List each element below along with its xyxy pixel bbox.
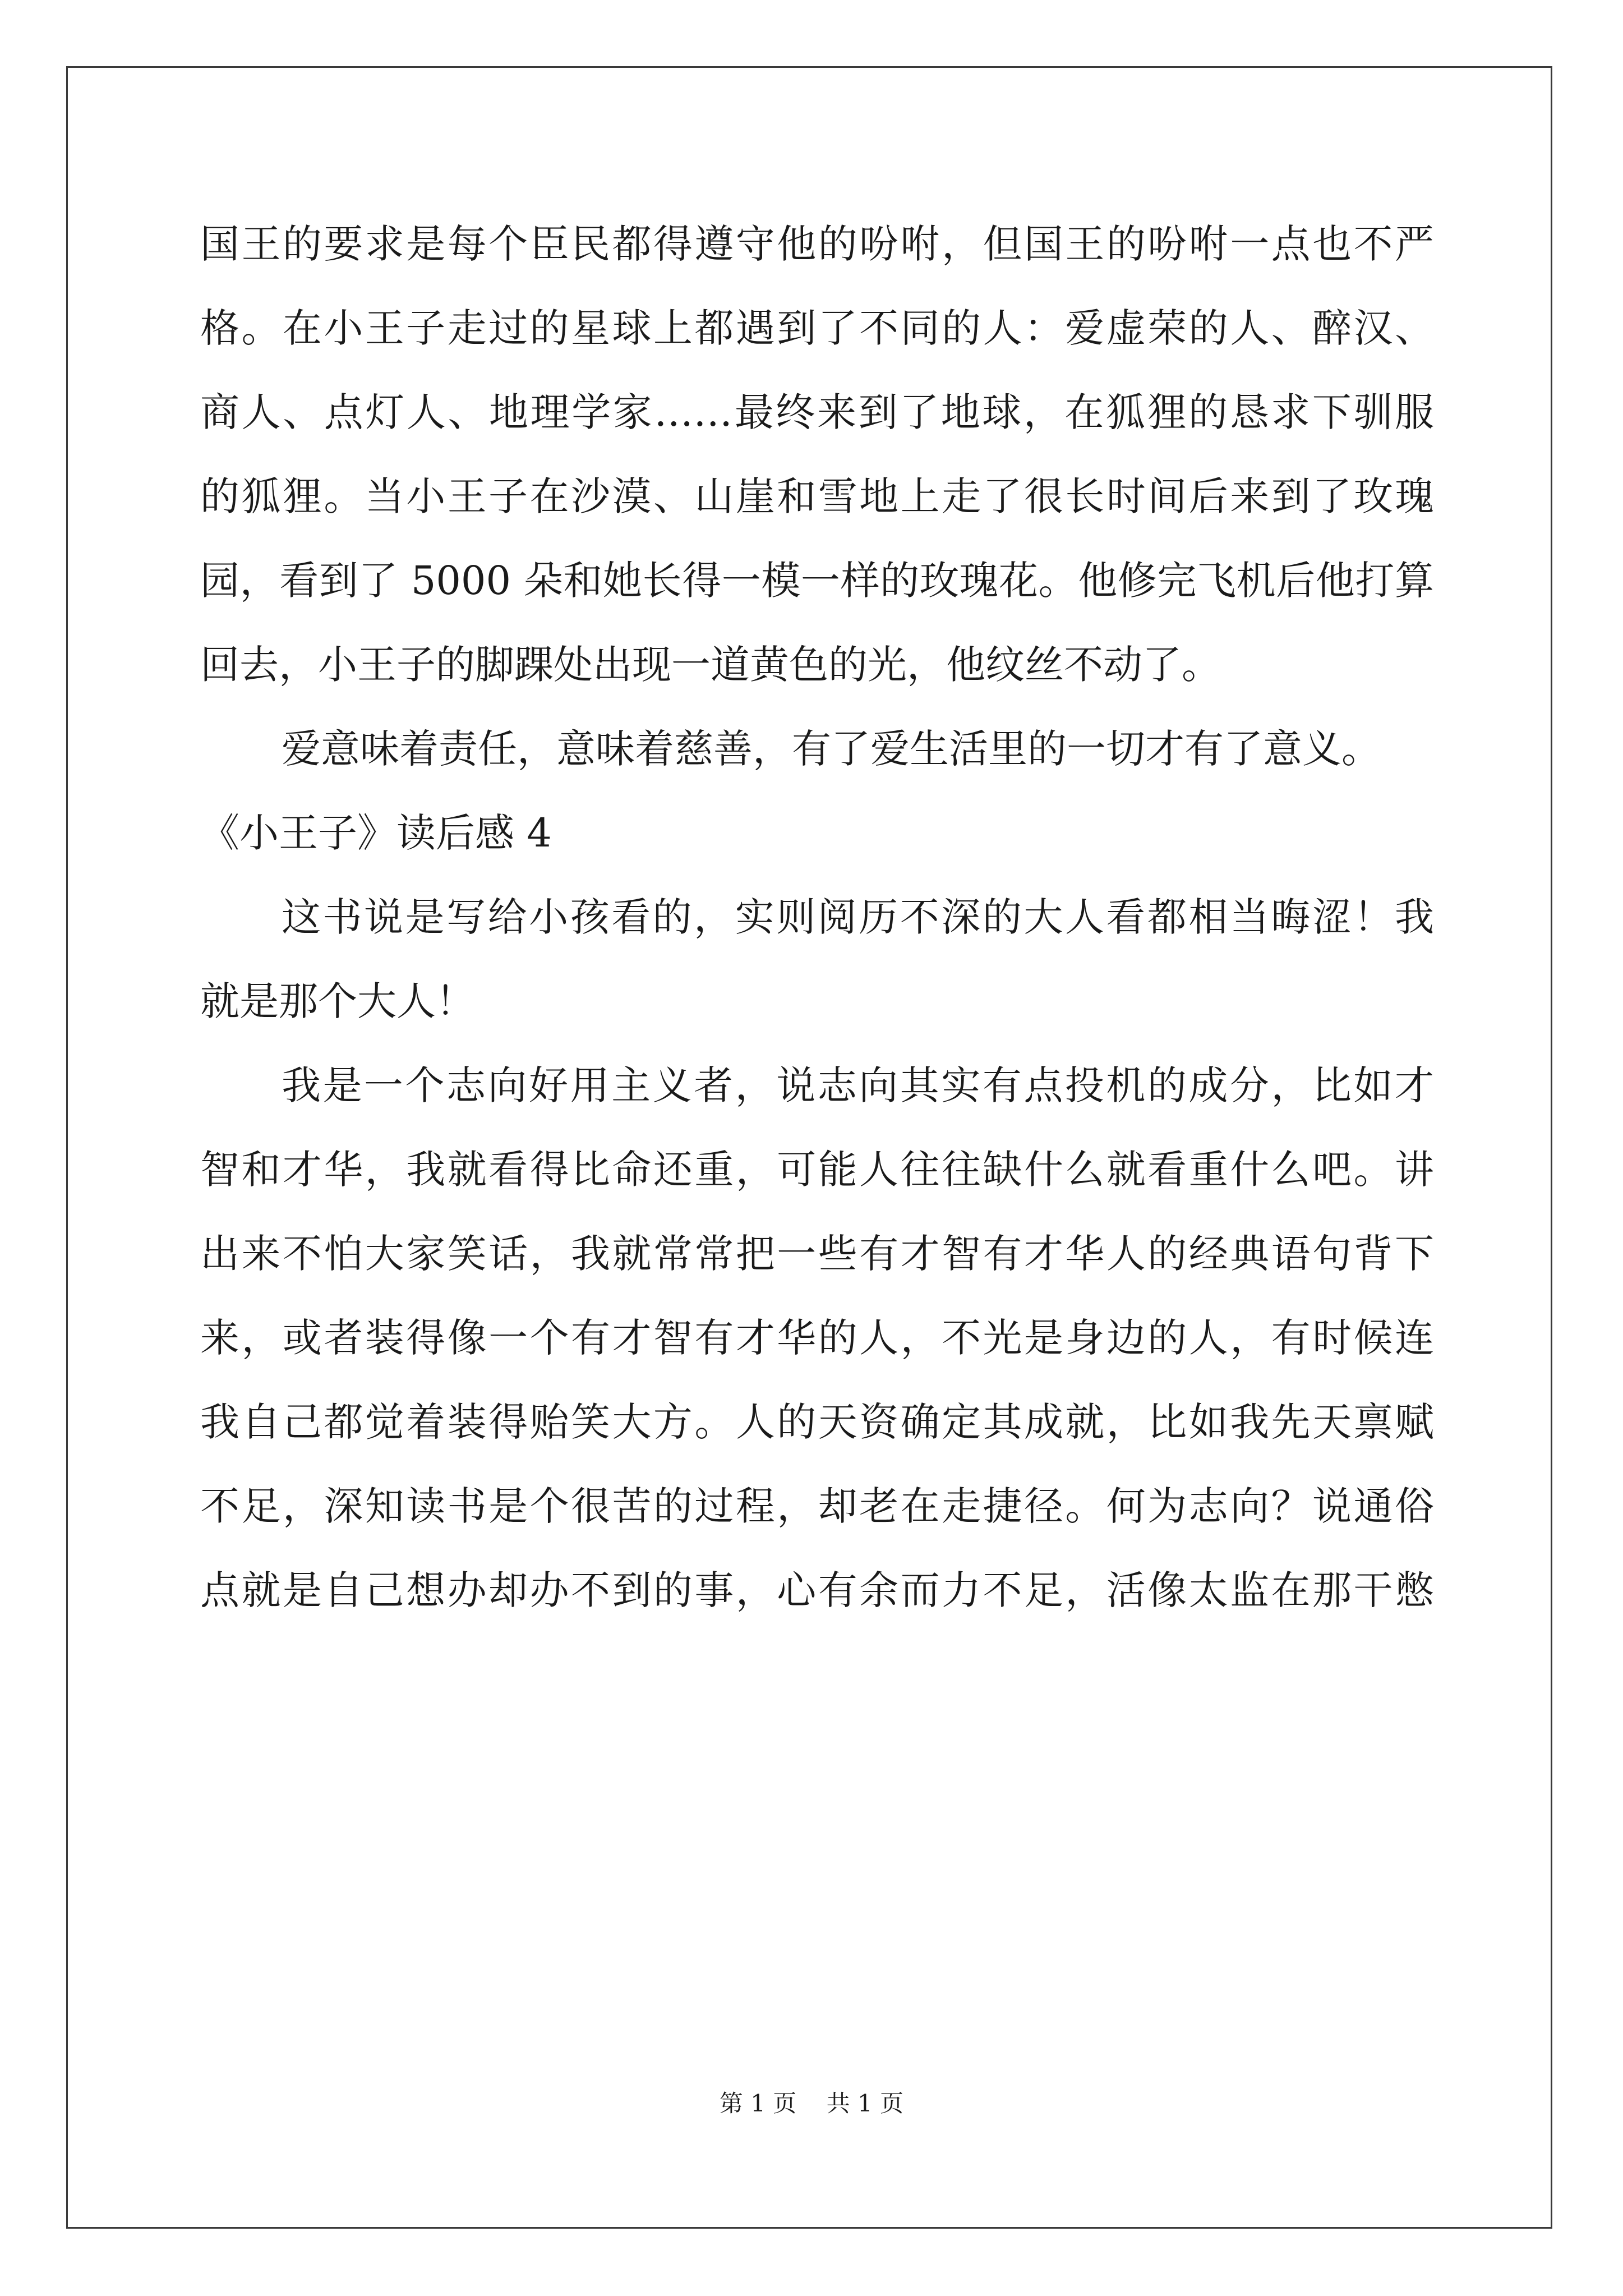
page-footer [0,2087,1623,2120]
paragraph-3-line-1: 这书说是写给小孩看的，实则阅历不深的大人看都相当晦涩！我 [282,894,1434,940]
page-number-label: 第 1 页 [719,2090,797,2117]
paragraph-1-line-1: 国王的要求是每个臣民都得遵守他的吩咐，但国王的吩咐一点也不严 [200,221,1434,267]
paragraph-2-line-1: 爱意味着责任，意味着慈善，有了爱生活里的一切才有了意义。 [282,726,1381,772]
paragraph-4-line-7: 点就是自己想办却办不到的事，心有余而力不足，活像太监在那干憋 [200,1567,1434,1613]
paragraph-1-line-4: 的狐狸。当小王子在沙漠、山崖和雪地上走了很长时间后来到了玫瑰 [200,473,1434,519]
paragraph-1-line-2: 格。在小王子走过的星球上都遇到了不同的人：爱虚荣的人、醉汉、 [200,305,1434,351]
paragraph-4-line-5: 我自己都觉着装得贻笑大方。人的天资确定其成就，比如我先天禀赋 [200,1399,1434,1445]
paragraph-1-line-6: 回去，小王子的脚踝处出现一道黄色的光，他纹丝不动了。 [200,642,1221,688]
paragraph-4-line-6: 不足，深知读书是个很苦的过程，却老在走捷径。何为志向？说通俗 [200,1483,1434,1529]
total-pages-label: 共 1 页 [826,2090,904,2117]
paragraph-3-line-2: 就是那个大人！ [200,978,475,1024]
paragraph-4-line-2: 智和才华，我就看得比命还重，可能人往往缺什么就看重什么吧。讲 [200,1147,1434,1193]
paragraph-4-line-4: 来，或者装得像一个有才智有才华的人，不光是身边的人，有时候连 [200,1315,1434,1361]
paragraph-1-line-5: 园，看到了 5000 朵和她长得一模一样的玫瑰花。他修完飞机后他打算 [200,558,1434,604]
paragraph-1-line-3: 商人、点灯人、地理学家……最终来到了地球，在狐狸的恳求下驯服 [200,389,1434,435]
paragraph-4-line-3: 出来不怕大家笑话，我就常常把一些有才智有才华人的经典语句背下 [200,1231,1434,1277]
paragraph-4-line-1: 我是一个志向好用主义者，说志向其实有点投机的成分，比如才 [282,1062,1434,1108]
section-heading: 《小王子》读后感 4 [200,810,552,856]
